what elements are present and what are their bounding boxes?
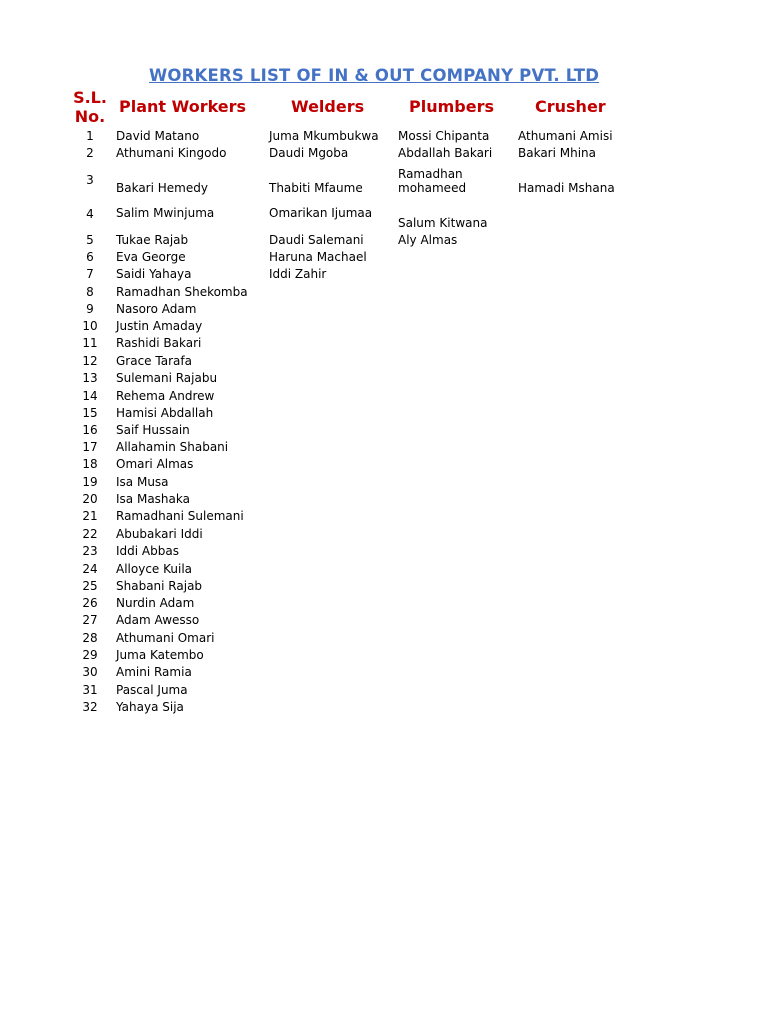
- row-number: 28: [82, 631, 98, 645]
- plumber-name: Salum Kitwana: [398, 216, 488, 230]
- plumber-name: Aly Almas: [398, 233, 458, 247]
- plant-worker-name: Isa Musa: [116, 475, 169, 489]
- plant-worker-name: Iddi Abbas: [116, 544, 179, 558]
- welder-name: Thabiti Mfaume: [269, 181, 363, 195]
- crusher-worker-name: Hamadi Mshana: [518, 181, 615, 195]
- plumber-name: Abdallah Bakari: [398, 146, 493, 160]
- plant-worker-name: Athumani Kingodo: [116, 146, 227, 160]
- row-number: 29: [82, 648, 98, 662]
- row-number: 2: [86, 146, 94, 160]
- plant-worker-name: Grace Tarafa: [116, 354, 192, 368]
- row-number: 6: [86, 250, 94, 264]
- header-sl-line1: S.L.: [73, 88, 107, 107]
- header-plant-workers: Plant Workers: [119, 97, 247, 116]
- plant-worker-name: Adam Awesso: [116, 613, 200, 627]
- row-number: 16: [82, 423, 98, 437]
- plant-worker-name: Abubakari Iddi: [116, 527, 203, 541]
- row-number: 23: [82, 544, 98, 558]
- row-number: 15: [82, 406, 98, 420]
- plant-worker-name: Nurdin Adam: [116, 596, 195, 610]
- row-number: 8: [86, 285, 94, 299]
- plant-worker-name: Sulemani Rajabu: [116, 371, 218, 385]
- plant-worker-name: Rehema Andrew: [116, 389, 215, 403]
- row-number: 4: [86, 207, 94, 221]
- row-number: 14: [82, 389, 98, 403]
- plant-worker-name: Shabani Rajab: [116, 579, 203, 593]
- plant-worker-name: David Matano: [116, 129, 200, 143]
- row-number: 7: [86, 267, 94, 281]
- header-plumbers: Plumbers: [409, 97, 494, 116]
- plumber-name: Mossi Chipanta: [398, 129, 490, 143]
- header-welders: Welders: [291, 97, 365, 116]
- row-number: 30: [82, 665, 98, 679]
- plant-worker-name: Rashidi Bakari: [116, 336, 202, 350]
- plant-worker-name: Nasoro Adam: [116, 302, 197, 316]
- welder-name: Omarikan Ijumaa: [269, 206, 373, 220]
- plant-worker-name: Eva George: [116, 250, 186, 264]
- plant-worker-name: Pascal Juma: [116, 683, 188, 697]
- row-number: 9: [86, 302, 94, 316]
- row-number: 18: [82, 457, 98, 471]
- plant-worker-name: Justin Amaday: [116, 319, 203, 333]
- welder-name: Daudi Salemani: [269, 233, 364, 247]
- plant-worker-name: Isa Mashaka: [116, 492, 190, 506]
- plant-worker-name: Athumani Omari: [116, 631, 215, 645]
- plant-worker-name: Yahaya Sija: [116, 700, 184, 714]
- plumber-name-line2: mohameed: [398, 181, 467, 195]
- plant-worker-name: Omari Almas: [116, 457, 194, 471]
- row-number: 20: [82, 492, 98, 506]
- crusher-worker-name: Bakari Mhina: [518, 146, 597, 160]
- row-number: 22: [82, 527, 98, 541]
- welder-name: Juma Mkumbukwa: [269, 129, 379, 143]
- row-number: 24: [82, 562, 98, 576]
- welder-name: Iddi Zahir: [269, 267, 327, 281]
- row-number: 25: [82, 579, 98, 593]
- crusher-worker-name: Athumani Amisi: [518, 129, 613, 143]
- row-number: 12: [82, 354, 98, 368]
- plumber-name: Ramadhan: [398, 167, 463, 181]
- row-number: 11: [82, 336, 98, 350]
- plant-worker-name: Tukae Rajab: [116, 233, 189, 247]
- row-number: 1: [86, 129, 94, 143]
- welder-name: Haruna Machael: [269, 250, 367, 264]
- row-number: 5: [86, 233, 94, 247]
- welder-name: Daudi Mgoba: [269, 146, 349, 160]
- plant-worker-name: Salim Mwinjuma: [116, 206, 215, 220]
- document-title: WORKERS LIST OF IN & OUT COMPANY PVT. LTD: [149, 66, 600, 85]
- plant-worker-name: Saidi Yahaya: [116, 267, 192, 281]
- row-number: 17: [82, 440, 98, 454]
- header-sl-no: [66, 88, 114, 126]
- plant-worker-name: Allahamin Shabani: [116, 440, 229, 454]
- plant-worker-name: Ramadhan Shekomba: [116, 285, 248, 299]
- plant-worker-name: Bakari Hemedy: [116, 181, 208, 195]
- header-crusher: Crusher: [535, 97, 606, 116]
- plant-worker-name: Alloyce Kuila: [116, 562, 193, 576]
- plant-worker-name: Ramadhani Sulemani: [116, 509, 244, 523]
- row-number: 26: [82, 596, 98, 610]
- row-number: 3: [86, 173, 94, 187]
- row-number: 32: [82, 700, 98, 714]
- row-number: 10: [82, 319, 98, 333]
- row-number: 31: [82, 683, 98, 697]
- row-number: 19: [82, 475, 98, 489]
- row-number: 21: [82, 509, 98, 523]
- row-number: 13: [82, 371, 98, 385]
- plant-worker-name: Hamisi Abdallah: [116, 406, 214, 420]
- row-number: 27: [82, 613, 98, 627]
- plant-worker-name: Saif Hussain: [116, 423, 190, 437]
- plant-worker-name: Juma Katembo: [116, 648, 204, 662]
- header-sl-line2: No.: [74, 107, 106, 126]
- plant-worker-name: Amini Ramia: [116, 665, 192, 679]
